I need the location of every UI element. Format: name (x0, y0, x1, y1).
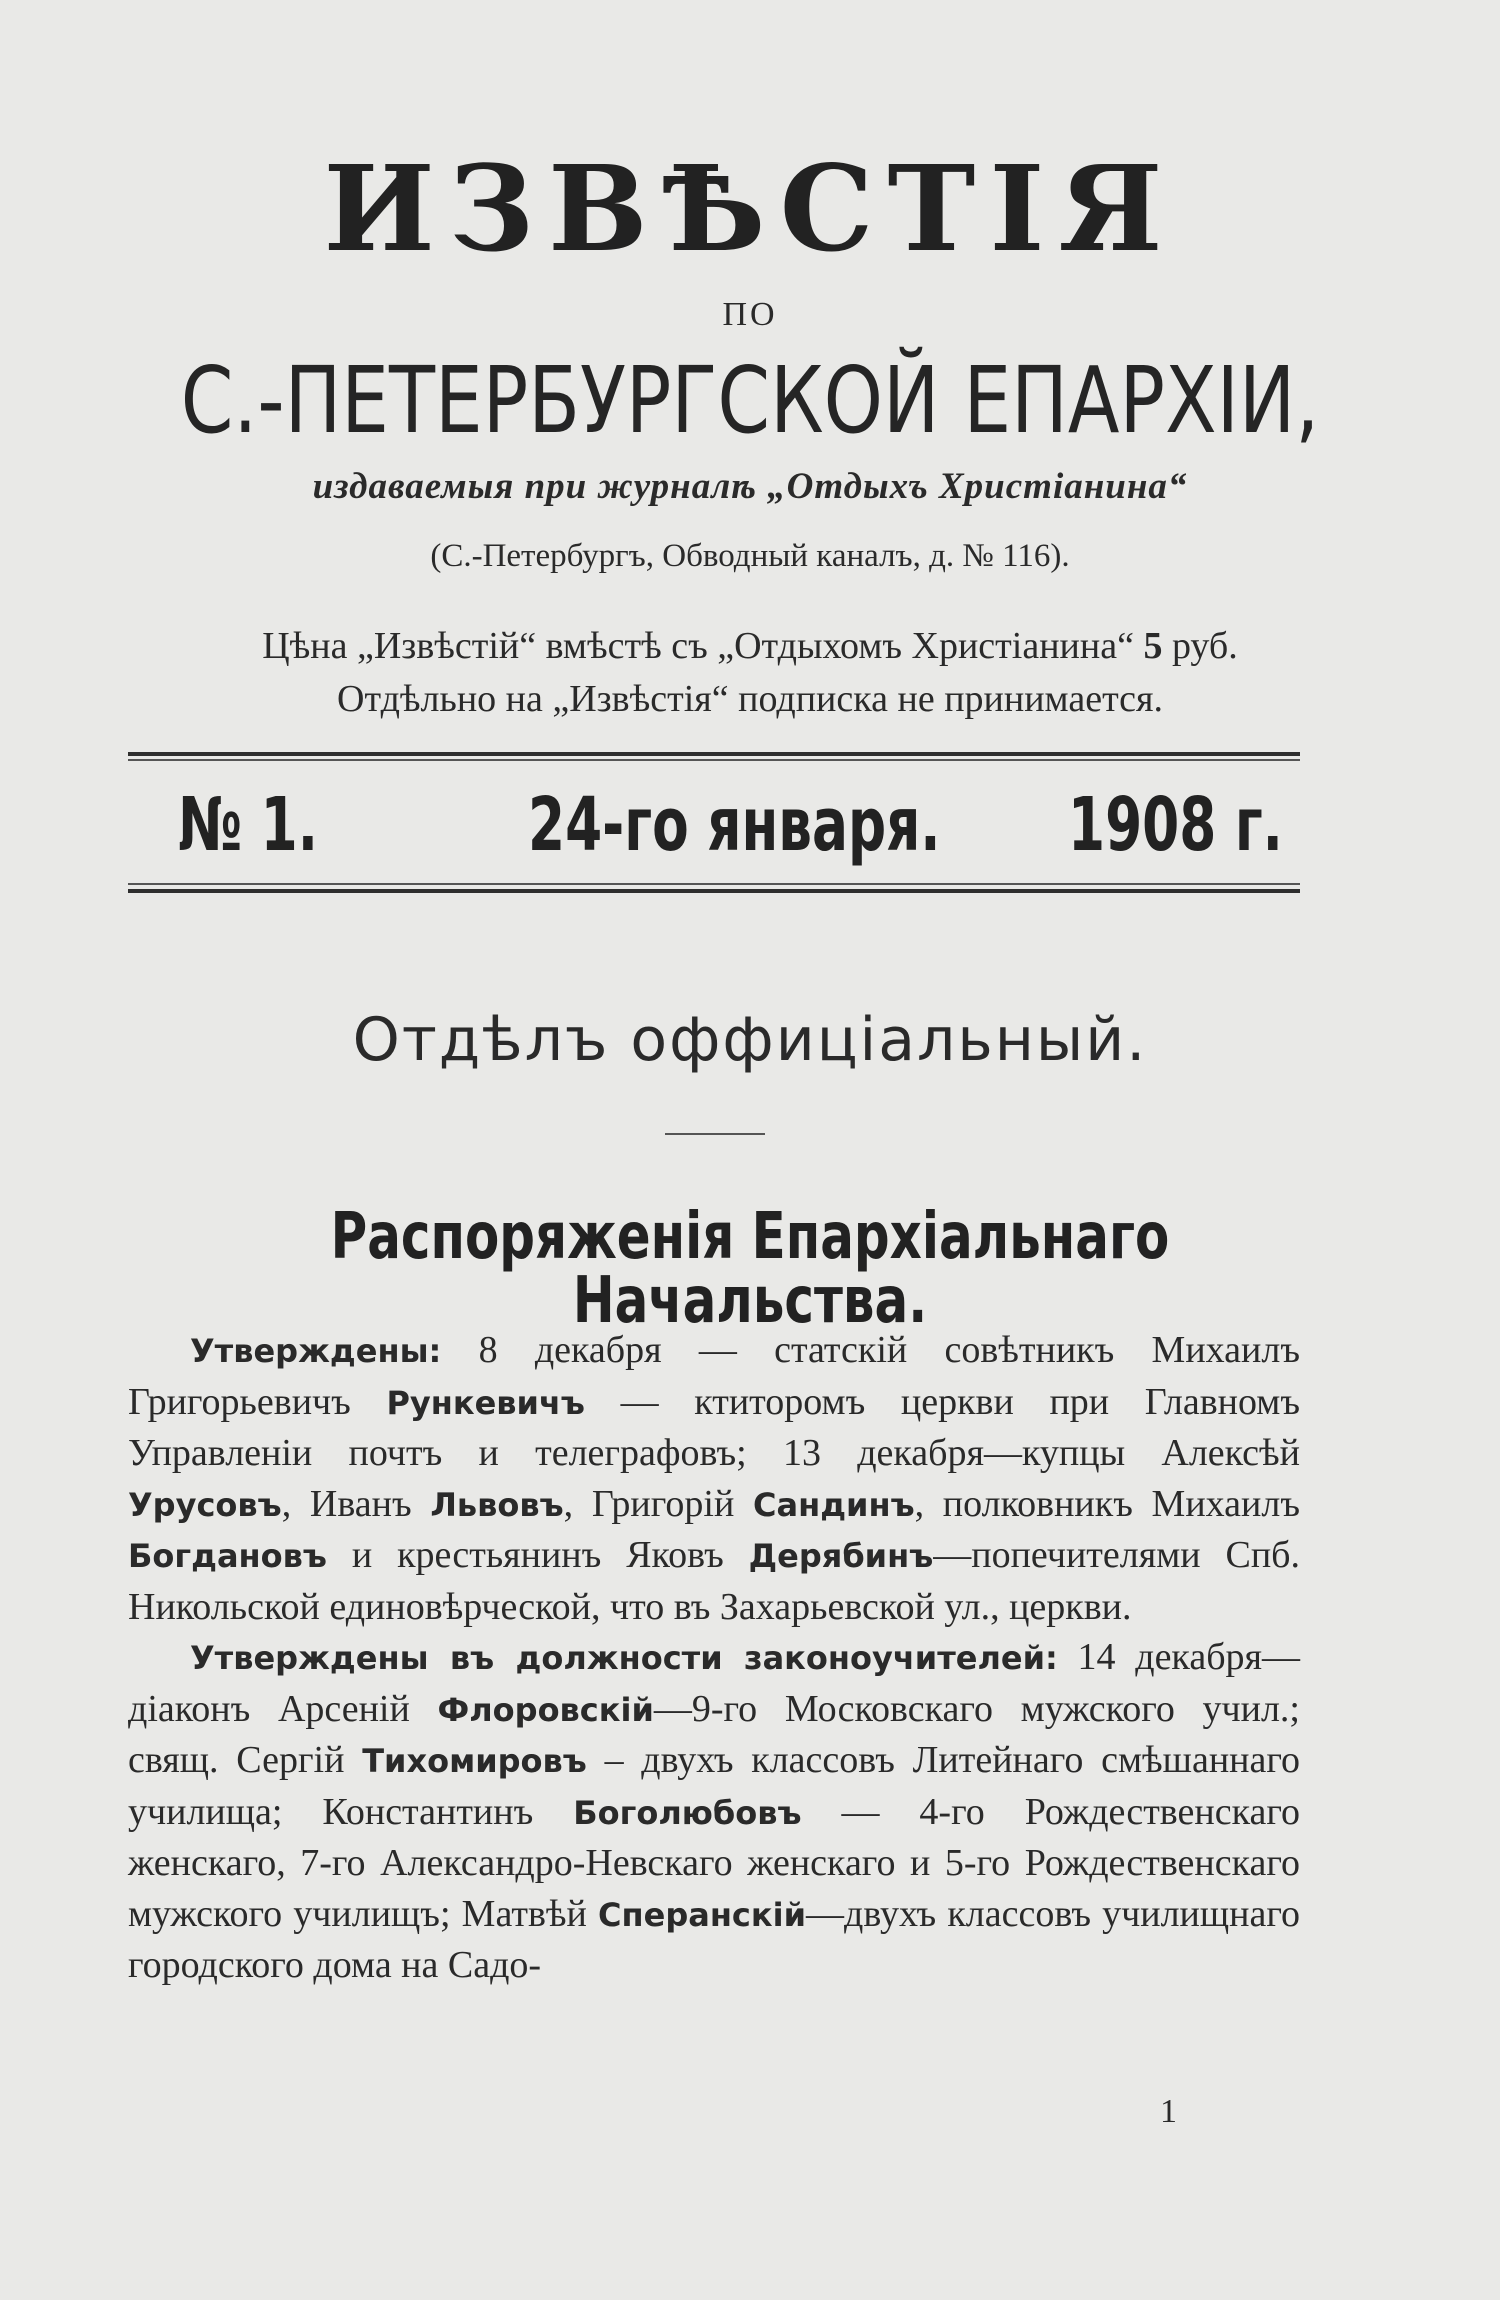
masthead-subtitle: издаваемыя при журналѣ „Отдыхъ Христіанина“ (312, 466, 1188, 507)
text-run: , полковникъ Михаилъ (914, 1482, 1300, 1525)
publisher-address: (С.-Петербургъ, Обводный каналъ, д. № 116). (430, 538, 1070, 574)
paragraph-lead: Утверждены въ должности законоучителей: (190, 1639, 1058, 1677)
text-run: —попечителями Спб. Никольской единовѣрческой, что въ Захарьевской ул., церкви. (128, 1534, 1300, 1628)
top-rule-thin (128, 759, 1300, 761)
masthead-diocese: С.-ПЕТЕРБУРГСКОЙ ЕПАРХІИ, (180, 347, 1320, 454)
top-rule (128, 752, 1300, 756)
text-run: – двухъ классовъ Литейнаго смѣшаннаго училища; Константинъ (128, 1739, 1300, 1833)
person-name: Боголюбовъ (573, 1793, 802, 1832)
issue-number: № 1. (178, 782, 318, 868)
price-text: Цѣна „Извѣстій“ вмѣстѣ съ „Отдыхомъ Христіанина“ (262, 625, 1134, 667)
person-name: Сперанскій (598, 1895, 806, 1934)
person-name: Сандинъ (753, 1485, 915, 1524)
text-run: 14 декабря—діаконъ Арсеній (128, 1636, 1300, 1730)
price-unit: руб. (1171, 625, 1238, 667)
paragraph-lead: Утверждены: (190, 1332, 442, 1370)
person-name: Богдановъ (128, 1537, 327, 1575)
text-run: , Григорій (563, 1482, 753, 1525)
body-text (128, 1325, 1300, 1991)
paragraph-appointments (128, 1325, 1300, 1632)
price-line (0, 620, 1500, 673)
person-name: Урусовъ (128, 1485, 282, 1524)
paragraph-teachers (128, 1632, 1300, 1991)
issue-line (128, 775, 1300, 875)
subscription-note: Отдѣльно на „Извѣстія“ подписка не принимается. (337, 678, 1163, 721)
price-block (0, 620, 1500, 726)
person-name: Дерябинъ (748, 1537, 934, 1575)
person-name: Флоровскій (437, 1690, 654, 1729)
text-run: — ктиторомъ церкви при Главномъ Управленіи почтъ и телеграфовъ; 13 декабря—купцы Алексѣй (128, 1380, 1300, 1474)
issue-year: 1908 г. (1068, 782, 1283, 868)
price-amount: 5 (1143, 625, 1163, 667)
section-title: Отдѣлъ оффиціальный. (352, 1005, 1148, 1075)
text-run: —двухъ классовъ училищнаго городского дома на Садо- (128, 1892, 1300, 1986)
page-number: 1 (1160, 2093, 1177, 2130)
text-run: — 4-го Рождественскаго женскаго, 7-го Александро-Невскаго женскаго и 5-го Рождественскаго мужского училищъ; Матвѣй (128, 1790, 1300, 1935)
issue-date: 24-го января. (528, 782, 941, 868)
masthead-preposition: ПО (722, 296, 778, 333)
text-run: , Иванъ (281, 1482, 431, 1525)
person-name: Львовъ (430, 1485, 564, 1524)
text-run: 8 декабря — статскій совѣтникъ Михаилъ Григорьевичъ (128, 1329, 1300, 1423)
masthead-title: ИЗВѢСТІЯ (323, 139, 1177, 278)
bottom-rule (128, 889, 1300, 893)
bottom-rule-thin (128, 883, 1300, 885)
person-name: Тихомировъ (362, 1742, 587, 1780)
text-run: и крестьянинъ Яковъ (326, 1534, 749, 1576)
person-name: Рункевичъ (386, 1383, 585, 1422)
subsection-title: Распоряженія Епархіальнаго Начальства. (330, 1200, 1170, 1338)
section-divider (665, 1133, 765, 1135)
text-run: —9-го Московскаго мужского учил.; свящ. Сергій (128, 1687, 1300, 1781)
